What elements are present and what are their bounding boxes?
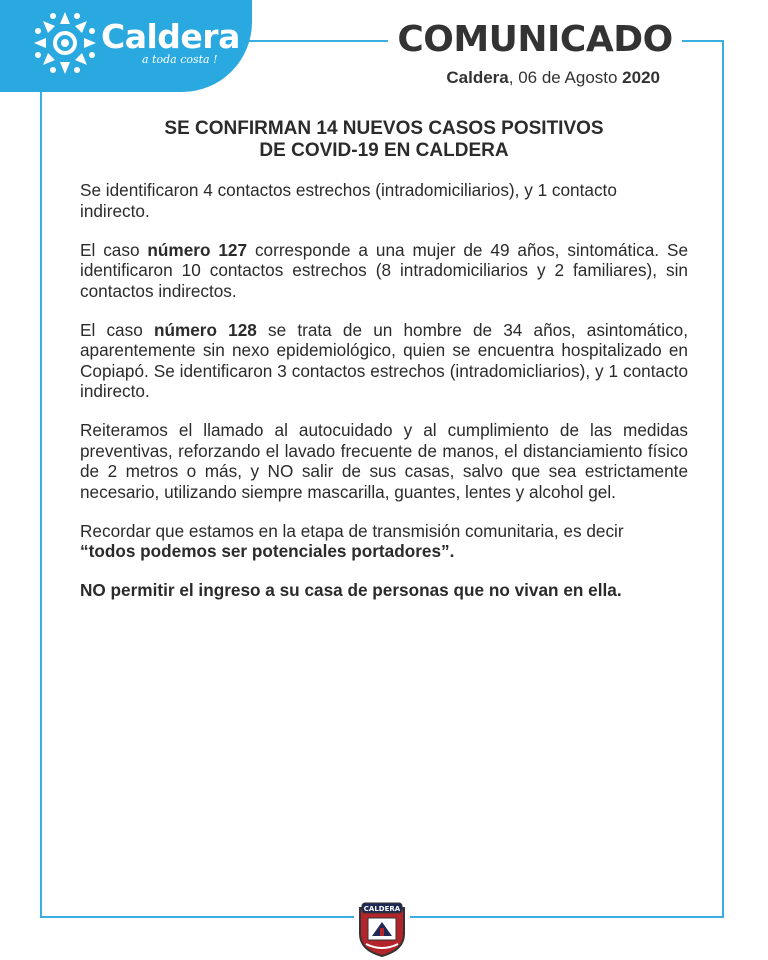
dateline	[340, 68, 660, 88]
paragraph-5	[80, 521, 688, 562]
paragraph-3-text: se trata de un hombre de 34 años, asintomático, aparentemente sin nexo epidemiológico, quien se encuentra hospitalizado en Copiapó. Se identificaron 3 contactos estrechos (intradomicliarios), y 1 contacto indirecto.	[80, 319, 689, 401]
paragraph-2-prefix: El caso	[80, 239, 148, 260]
paragraph-4: Reiteramos el llamado al autocuidado y al cumplimiento de las medidas preventivas, reforzando el lavado frecuente de manos, el distanciamiento físico de 2 metros o más, y NO salir de sus casas, salvo que sea estrictamente necesario, utilizando siempre mascarilla, guantes, lentes y alcohol gel.	[80, 420, 688, 502]
paragraph-6-text: NO permitir el ingreso a su casa de personas que no vivan en ella.	[80, 580, 622, 600]
sun-spiral-icon	[32, 10, 98, 76]
headline-line-2: DE COVID-19 EN CALDERA	[259, 140, 509, 161]
paragraph-6	[80, 580, 688, 601]
headline	[80, 118, 688, 162]
paragraph-2	[80, 240, 688, 302]
paragraph-5-quote: “todos podemos ser potenciales portadores”.	[80, 541, 455, 561]
paragraph-1: Se identificaron 4 contactos estrechos (intradomiciliarios), y 1 contacto indirecto.	[80, 180, 617, 221]
logo-wordmark: Caldera	[101, 17, 240, 56]
caldera-logo	[0, 0, 252, 92]
municipal-seal-icon	[356, 900, 408, 958]
paragraph-3	[80, 320, 688, 402]
date-text: , 06 de Agosto	[508, 68, 623, 87]
date-year: 2020	[622, 68, 660, 87]
date-place: Caldera	[446, 68, 509, 87]
page-title: COMUNICADO	[397, 19, 673, 60]
seal-label: CALDERA	[363, 905, 401, 913]
headline-line-1: SE CONFIRMAN 14 NUEVOS CASOS POSITIVOS	[164, 118, 604, 139]
paragraph-3-prefix: El caso	[80, 319, 154, 340]
logo-tagline: a toda costa !	[142, 53, 218, 66]
paragraph-2-text: corresponde a una mujer de 49 años, sintomática. Se identificaron 10 contactos estrechos (8 intradomiciliarios y 2 familiares), sin contactos indirectos.	[80, 239, 689, 301]
case-128-label: número 128	[153, 319, 257, 340]
case-127-label: número 127	[147, 239, 248, 260]
body-text	[80, 180, 688, 619]
paragraph-5-text: Recordar que estamos en la etapa de transmisión comunitaria, es decir	[80, 520, 624, 541]
